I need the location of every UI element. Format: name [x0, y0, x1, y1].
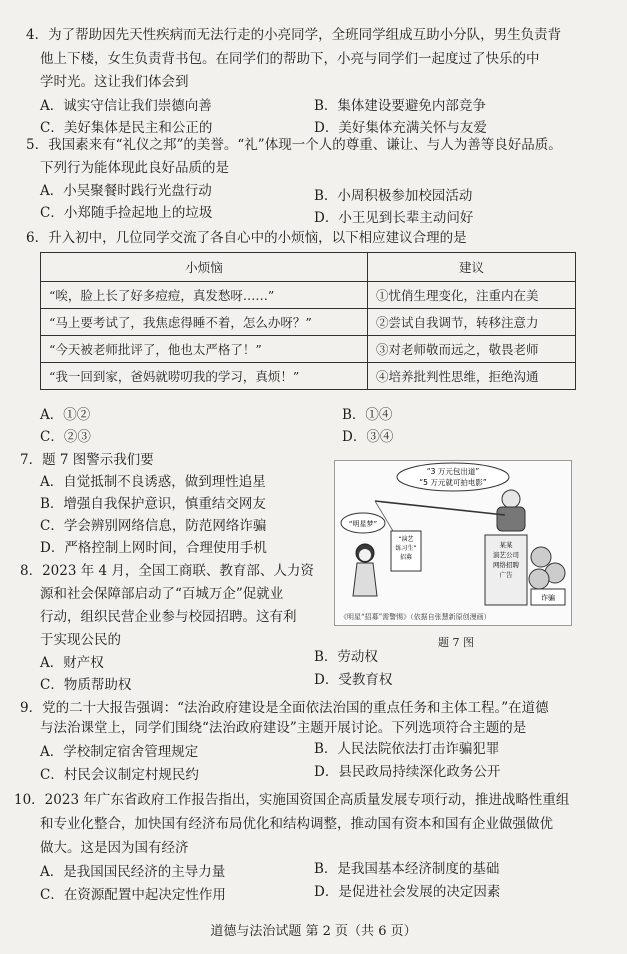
q10-option-b: B．是我国基本经济制度的基础	[314, 861, 500, 877]
table-header-row	[41, 253, 576, 282]
q6-option-c: C．②③	[40, 429, 91, 445]
q7-option-c: C．学会辨别网络信息，防范网络诈骗	[40, 518, 267, 534]
q9-option-c: C．村民会议制定村规民约	[40, 767, 199, 783]
q10-stem-line-3: 做大。这是因为国有经济	[40, 840, 189, 856]
table-row	[41, 336, 576, 363]
cartoon-sign-2: 演艺公司	[493, 551, 519, 559]
q10-option-d: D．是促进社会发展的决定因素	[314, 884, 501, 900]
cartoon-sign-4: 广告	[499, 571, 513, 579]
table-row	[41, 282, 576, 309]
q5-option-d: D．小王见到长辈主动问好	[314, 210, 474, 226]
q6-advice-table	[40, 252, 576, 390]
cartoon-sign-3: 网络招聘	[493, 561, 519, 569]
table-row	[41, 309, 576, 336]
q5-stem-line-1: 5．我国素来有“礼仪之邦”的美誉。“礼”体现一个人的尊重、谦让、与人为善等良好品质。	[26, 137, 562, 153]
table-cell-advice: ④培养批判性思维，拒绝沟通	[368, 363, 576, 390]
q8-option-c: C．物质帮助权	[40, 677, 132, 693]
table-cell-worry: “唉，脸上长了好多痘痘，真发愁呀……”	[41, 282, 368, 309]
q10-option-a: A．是我国国民经济的主导力量	[40, 864, 226, 880]
q4-stem-line-1: 4．为了帮助因先天性疾病而无法行走的小亮同学，全班同学组成互助小分队，男生负责背	[26, 27, 562, 43]
table-cell-advice: ③对老师敬而远之，敬畏老师	[368, 336, 576, 363]
q5-option-b: B．小周积极参加校园活动	[314, 188, 473, 204]
q8-stem-line-1: 8．2023 年 4 月，全国工商联、教育部、人力资	[20, 563, 314, 579]
q9-option-d: D．县民政局持续深化政务公开	[314, 764, 501, 780]
q5-option-a: A．小吴聚餐时践行光盘行动	[40, 183, 212, 199]
cartoon-bait-2: 练习生”	[395, 545, 417, 552]
table-cell-worry: “我一回到家，爸妈就唠叨我的学习，真烦！”	[41, 363, 368, 390]
q8-stem-line-3: 行动，组织民营企业参与校园招聘。这有利	[40, 609, 297, 625]
q4-stem-line-3: 学时光。这让我们体会到	[40, 74, 189, 90]
cartoon-girl-bubble: “明星梦”	[348, 520, 378, 528]
table-header-advice: 建议	[368, 253, 576, 282]
table-header-worry: 小烦恼	[41, 253, 368, 282]
q10-option-c: C．在资源配置中起决定性作用	[40, 887, 226, 903]
q5-option-c: C．小郑随手捡起地上的垃圾	[40, 205, 213, 221]
q7-option-a: A．自觉抵制不良诱惑，做到理性追星	[40, 474, 266, 490]
q6-stem: 6．升入初中，几位同学交流了各自心中的小烦恼，以下相应建议合理的是	[26, 230, 467, 246]
cartoon-bait-1: “演艺	[398, 536, 414, 543]
cartoon-small-caption: 《明星“招募”需警惕》（依据自张慧新原创漫画）	[340, 613, 491, 621]
q4-option-c: C．美好集体是民主和公正的	[40, 120, 213, 136]
q9-stem-line-2: 与法治课堂上，同学们围绕“法治政府建设”主题开展讨论。下列选项符合主题的是	[40, 720, 527, 736]
q10-stem-line-1: 10．2023 年广东省政府工作报告指出，实施国资国企高质量发展专项行动，推进战略性重组	[14, 792, 570, 808]
cartoon-bubble-2: “5 万元就可拍电影”	[419, 478, 487, 487]
cartoon-bag-label: 诈骗	[541, 594, 555, 602]
q5-stem-line-2: 下列行为能体现此良好品质的是	[40, 160, 229, 176]
cartoon-drawing	[335, 461, 571, 611]
q8-stem-line-4: 于实现公民的	[40, 632, 121, 648]
table-cell-advice: ②尝试自我调节，转移注意力	[368, 309, 576, 336]
q4-option-d: D．美好集体充满关怀与友爱	[314, 120, 487, 136]
figure-caption: 题 7 图	[438, 636, 474, 649]
q7-option-b: B．增强自我保护意识，慎重结交网友	[40, 496, 266, 512]
table-cell-worry: “马上要考试了，我焦虑得睡不着，怎么办呀？”	[41, 309, 368, 336]
table-cell-advice: ①忧俏生理变化，注重内在美	[368, 282, 576, 309]
q6-option-a: A．①②	[40, 407, 91, 423]
q4-stem-line-2: 他上下楼，女生负责背书包。在同学们的帮助下，小亮与同学们一起度过了快乐的中	[40, 51, 540, 67]
q6-option-d: D．③④	[342, 429, 394, 445]
q6-option-b: B．①④	[342, 407, 393, 423]
q7-option-d: D．严格控制上网时间，合理使用手机	[40, 540, 267, 556]
cartoon-bait-3: 招募	[399, 554, 413, 561]
page-footer: 道德与法治试题 第 2 页（共 6 页）	[210, 924, 417, 939]
q8-option-b: B．劳动权	[314, 649, 378, 665]
q8-option-a: A．财产权	[40, 655, 104, 671]
q4-option-b: B．集体建设要避免内部竞争	[314, 98, 486, 114]
cartoon-bubble-1: “3 万元包出道”	[426, 467, 480, 476]
q9-option-b: B．人民法院依法打击诈骗犯罪	[314, 741, 500, 757]
cartoon-sign-1: 某某	[499, 541, 513, 549]
q4-option-a: A．诚实守信让我们崇德向善	[40, 98, 212, 114]
q7-stem: 7．题 7 图警示我们要	[20, 452, 154, 468]
table-cell-worry: “今天被老师批评了，他也太严格了！”	[41, 336, 368, 363]
q8-stem-line-2: 源和社会保障部启动了“百城万企”促就业	[40, 586, 284, 602]
q8-option-d: D．受教育权	[314, 672, 393, 688]
q7-cartoon	[334, 460, 572, 626]
table-row	[41, 363, 576, 390]
q9-stem-line-1: 9．党的二十大报告强调：“法治政府建设是全面依法治国的重点任务和主体工程。”在道德	[20, 700, 549, 716]
q9-option-a: A．学校制定宿舍管理规定	[40, 744, 199, 760]
q10-stem-line-2: 和专业化整合，加快国有经济布局优化和结构调整，推动国有资本和国有企业做强做优	[40, 816, 553, 832]
